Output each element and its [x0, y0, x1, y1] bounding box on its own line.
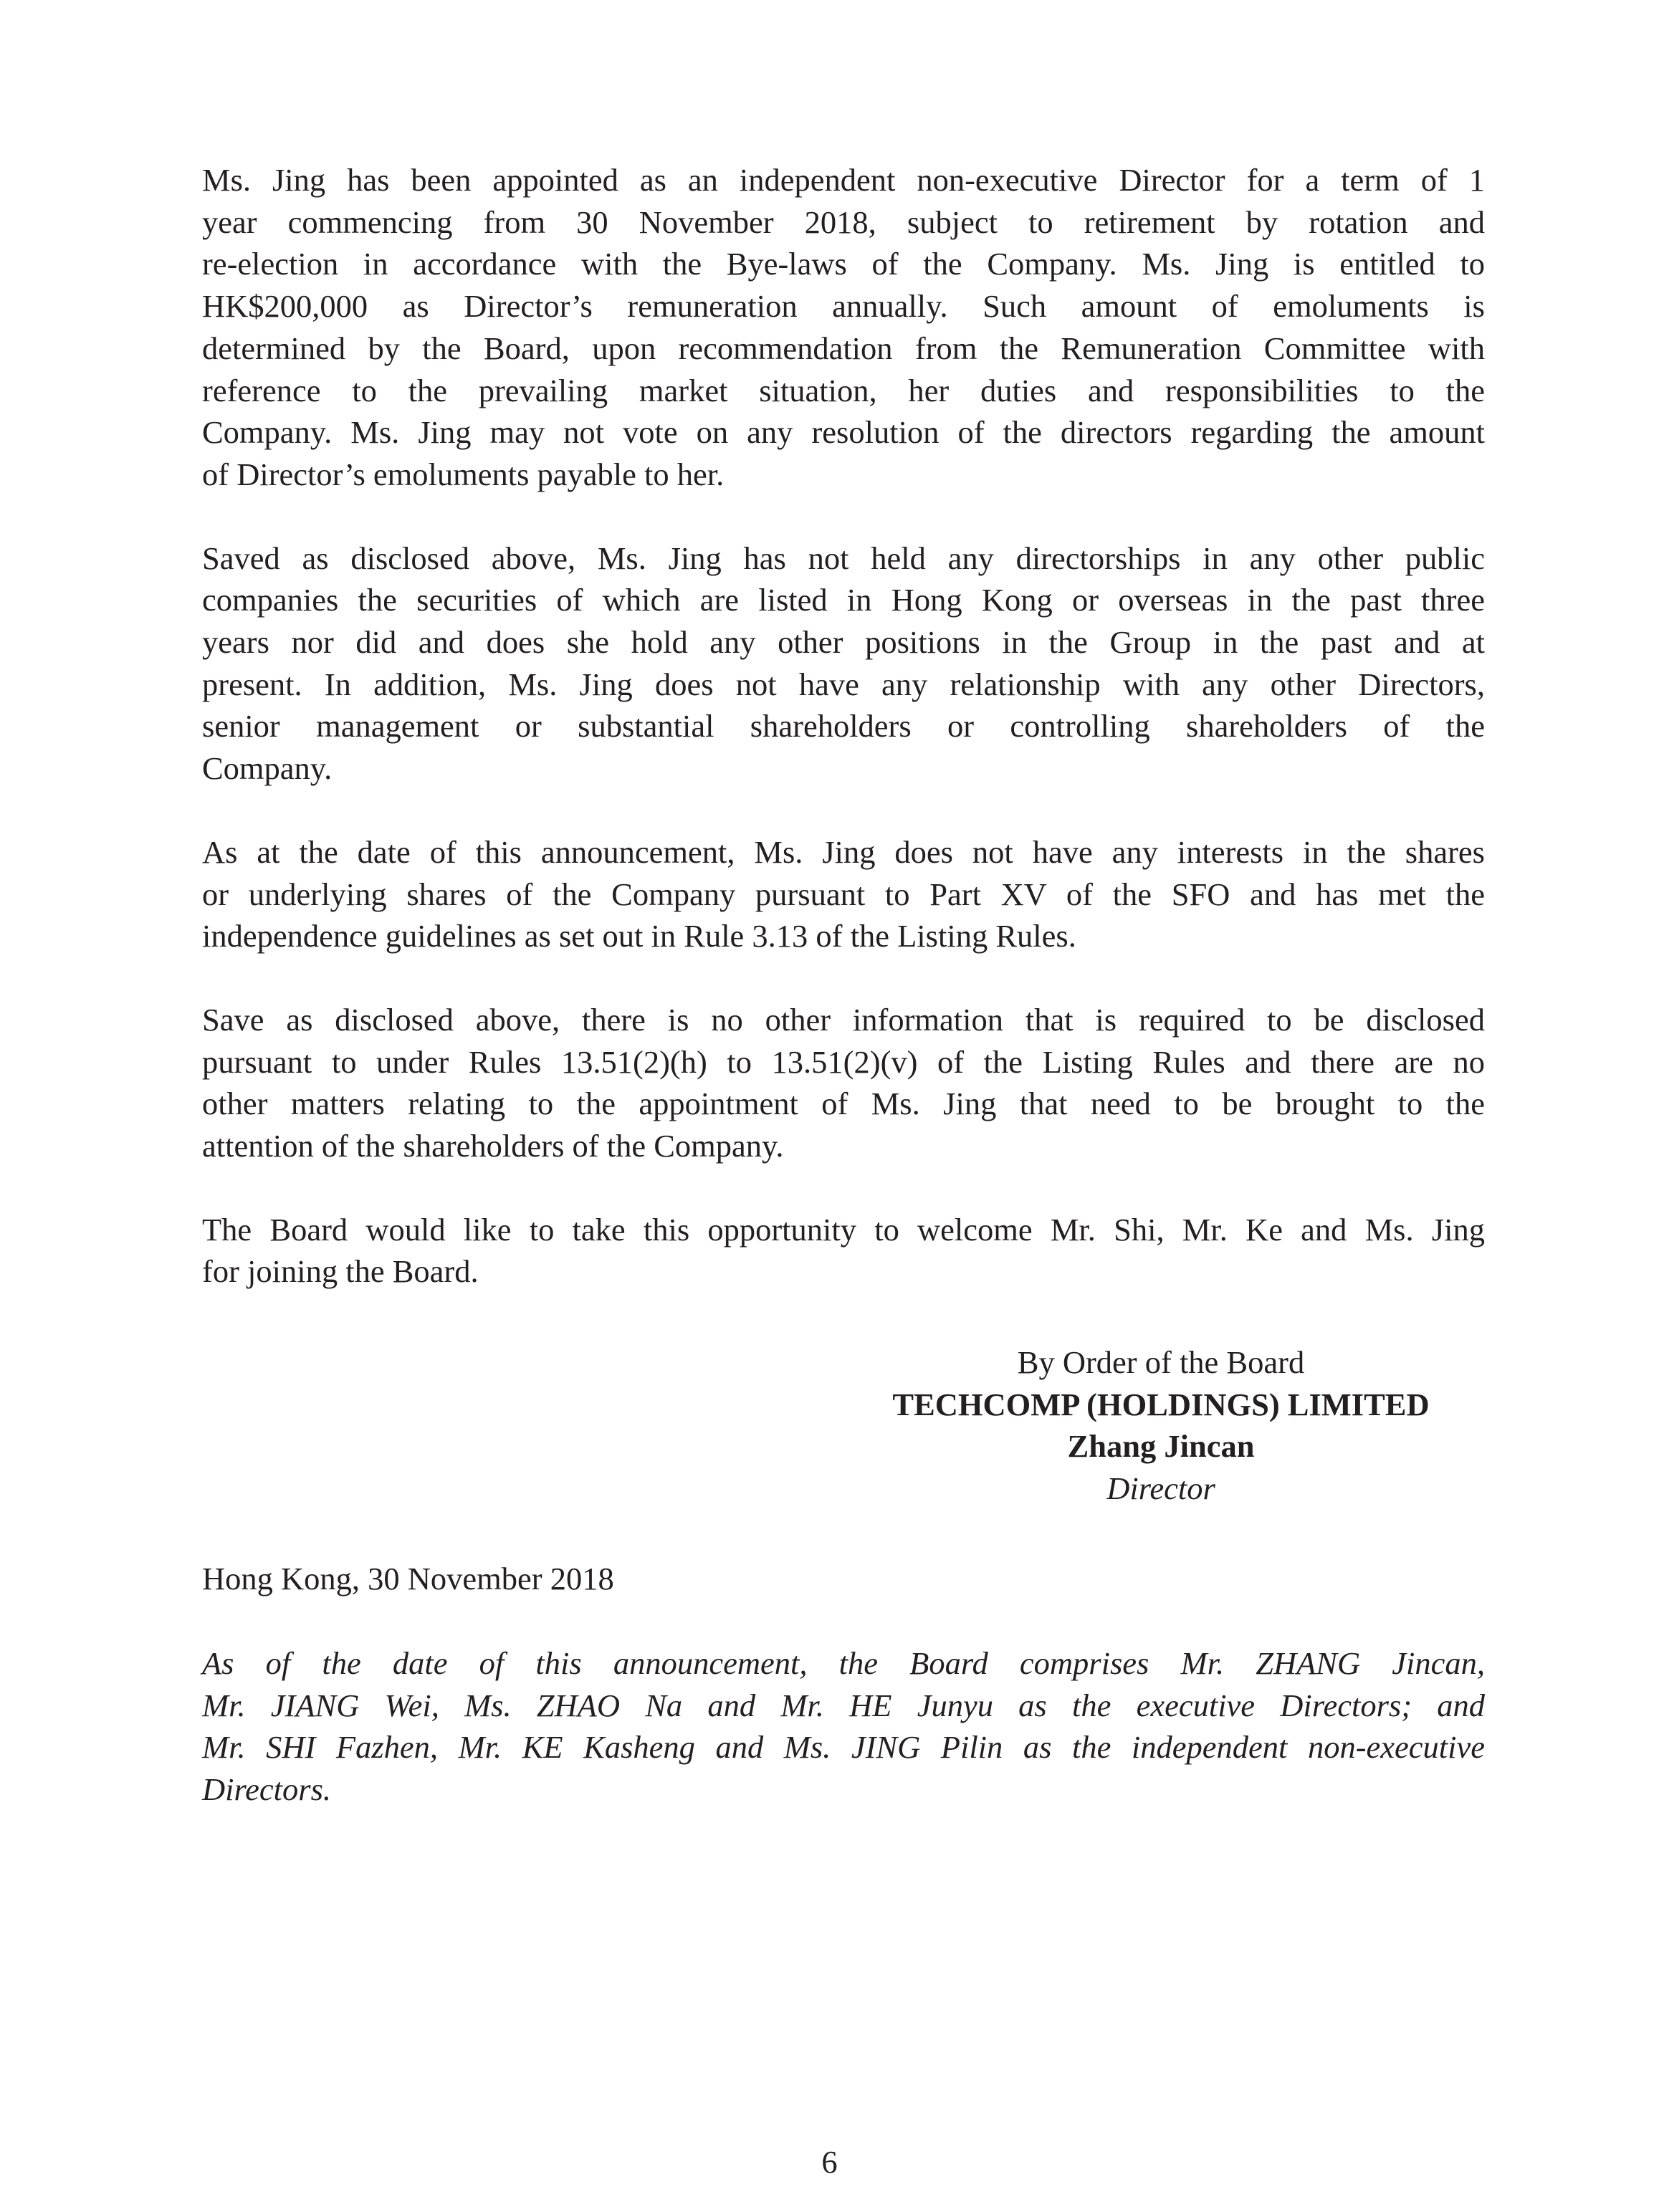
- note-line: As of the date of this announcement, the Board comprises Mr. ZHANG Jincan,: [202, 1645, 1485, 1681]
- signature-company: TECHCOMP (HOLDINGS) LIMITED: [892, 1386, 1430, 1422]
- paragraph-interests: [202, 831, 1485, 957]
- text-line: year commencing from 30 November 2018, subject to retirement by rotation and: [202, 204, 1485, 240]
- text-line: independence guidelines as set out in Rule 3.13 of the Listing Rules.: [202, 918, 1076, 954]
- place-date: Hong Kong, 30 November 2018: [202, 1561, 614, 1596]
- text-line: companies the securities of which are listed in Hong Kong or overseas in the past three: [202, 582, 1485, 618]
- text-line: re-election in accordance with the Bye-laws of the Company. Ms. Jing is entitled to: [202, 246, 1485, 282]
- text-line: of Director’s emoluments payable to her.: [202, 456, 725, 492]
- paragraph-appointment-term: [202, 159, 1485, 496]
- text-line: or underlying shares of the Company pursuant to Part XV of the SFO and has met the: [202, 876, 1485, 912]
- text-line: Company.: [202, 750, 333, 787]
- signature-order: By Order of the Board: [1017, 1344, 1305, 1380]
- note-line: Mr. SHI Fazhen, Mr. KE Kasheng and Ms. JING Pilin as the independent non-executive: [202, 1729, 1485, 1766]
- text-line: other matters relating to the appointment of Ms. Jing that need to be brought to the: [202, 1086, 1485, 1122]
- text-line: HK$200,000 as Director’s remuneration annually. Such amount of emoluments is: [202, 288, 1485, 325]
- text-line: Company. Ms. Jing may not vote on any resolution of the directors regarding the amount: [202, 414, 1485, 451]
- note-line: Mr. JIANG Wei, Ms. ZHAO Na and Mr. HE Junyu as the executive Directors; and: [202, 1687, 1485, 1723]
- text-line: attention of the shareholders of the Company.: [202, 1128, 784, 1164]
- text-line: The Board would like to take this opportunity to welcome Mr. Shi, Mr. Ke and Ms. Jing: [202, 1211, 1485, 1248]
- signature-title: Director: [1106, 1470, 1215, 1507]
- paragraph-welcome: [202, 1209, 1485, 1293]
- text-line: years nor did and does she hold any other positions in the Group in the past and at: [202, 624, 1485, 661]
- paragraph-disclosure: [202, 999, 1485, 1167]
- text-line: present. In addition, Ms. Jing does not have any relationship with any other Directors,: [202, 666, 1485, 702]
- text-line: reference to the prevailing market situation, her duties and responsibilities to the: [202, 372, 1485, 408]
- text-line: pursuant to under Rules 13.51(2)(h) to 13.51(2)(v) of the Listing Rules and there are no: [202, 1043, 1485, 1080]
- signature-block: [853, 1341, 1469, 1510]
- paragraph-directorships: [202, 537, 1485, 790]
- text-line: Save as disclosed above, there is no other information that is required to be disclosed: [202, 1001, 1485, 1038]
- document-body: [202, 159, 1485, 1334]
- text-line: Saved as disclosed above, Ms. Jing has not held any directorships in any other public: [202, 540, 1485, 576]
- text-line: senior management or substantial shareholders or controlling shareholders of the: [202, 708, 1485, 744]
- text-line: determined by the Board, upon recommendation from the Remuneration Committee with: [202, 330, 1485, 366]
- text-line: As at the date of this announcement, Ms. Jing does not have any interests in the shares: [202, 833, 1485, 870]
- page-number: 6: [821, 2144, 838, 2180]
- board-composition-note: [202, 1642, 1485, 1811]
- text-line: for joining the Board.: [202, 1253, 479, 1290]
- note-line: Directors.: [202, 1771, 332, 1808]
- text-line: Ms. Jing has been appointed as an independent non-executive Director for a term of 1: [202, 162, 1485, 198]
- signature-name: Zhang Jincan: [1067, 1428, 1255, 1465]
